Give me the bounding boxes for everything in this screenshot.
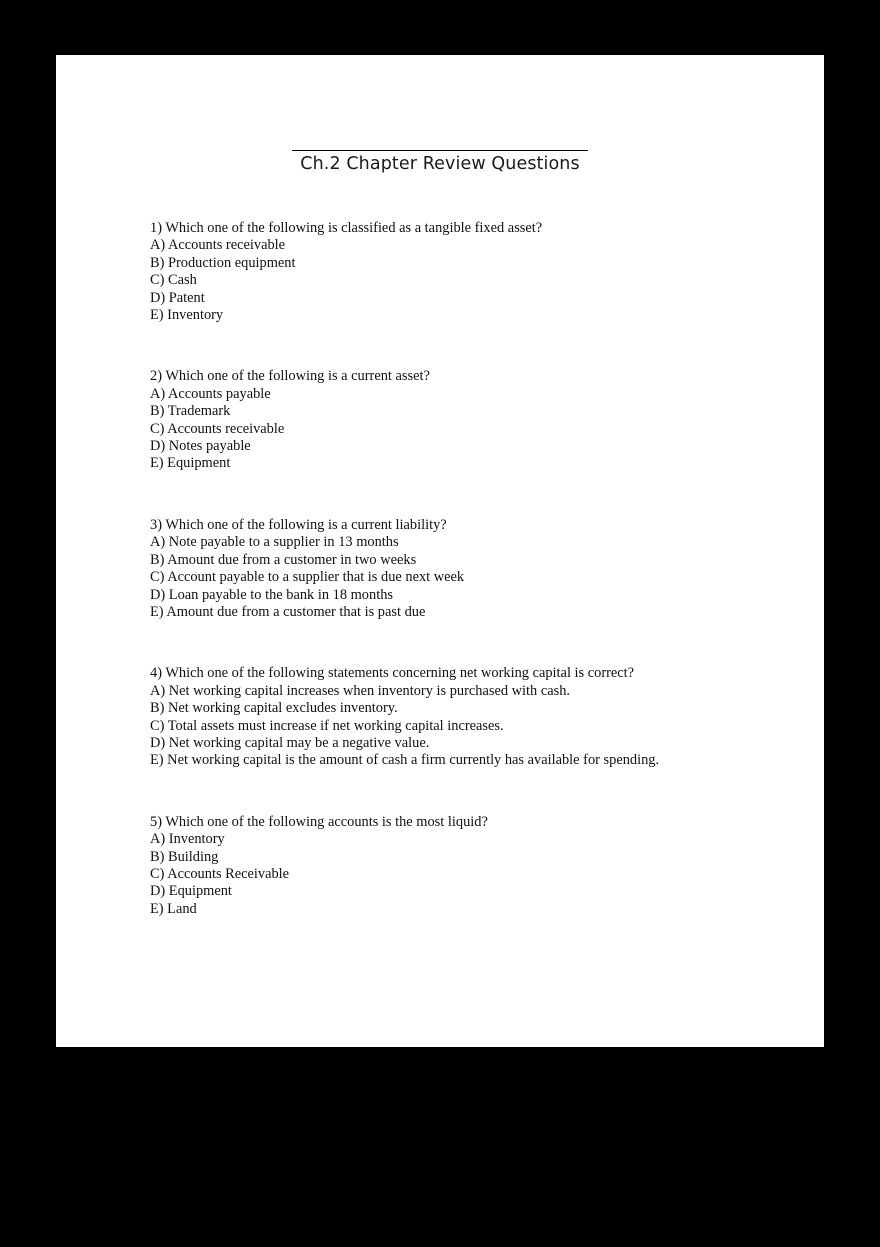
question-choice: C) Account payable to a supplier that is due next week <box>150 569 465 586</box>
question-choice: E) Equipment <box>150 455 231 472</box>
page-title: Ch.2 Chapter Review Questions <box>300 154 580 174</box>
question-choice: E) Amount due from a customer that is past due <box>150 603 426 620</box>
document-page <box>56 55 824 1047</box>
question-choice: B) Net working capital excludes inventory. <box>150 700 398 717</box>
question-choice: C) Cash <box>150 272 197 289</box>
question-choice: E) Land <box>150 900 197 917</box>
question-item <box>150 368 784 472</box>
question-choice: A) Accounts payable <box>150 385 271 402</box>
question-stem: 2) Which one of the following is a current asset? <box>150 368 430 385</box>
question-stem: 3) Which one of the following is a current liability? <box>150 516 447 533</box>
question-choice: D) Net working capital may be a negative value. <box>150 734 430 751</box>
question-choice: C) Total assets must increase if net working capital increases. <box>150 717 504 734</box>
question-stem: 4) Which one of the following statements concerning net working capital is correct? <box>150 665 635 682</box>
question-choice: E) Net working capital is the amount of cash a firm currently has available for spending. <box>150 752 660 769</box>
question-list <box>56 220 824 918</box>
question-choice: C) Accounts Receivable <box>150 865 290 882</box>
question-choice: E) Inventory <box>150 307 224 324</box>
title-divider <box>292 150 588 151</box>
question-choice: D) Patent <box>150 289 205 306</box>
question-stem: 1) Which one of the following is classified as a tangible fixed asset? <box>150 220 543 236</box>
question-item <box>150 814 784 918</box>
question-choice: D) Notes payable <box>150 438 251 455</box>
question-stem: 5) Which one of the following accounts is the most liquid? <box>150 813 488 830</box>
question-choice: B) Trademark <box>150 403 231 420</box>
question-choice: D) Equipment <box>150 883 232 900</box>
question-choice: A) Note payable to a supplier in 13 months <box>150 534 399 551</box>
document-header <box>56 150 824 175</box>
question-choice: D) Loan payable to the bank in 18 months <box>150 586 393 603</box>
question-choice: A) Net working capital increases when inventory is purchased with cash. <box>150 682 570 699</box>
question-item <box>150 517 784 621</box>
question-choice: B) Production equipment <box>150 254 296 271</box>
question-choice: B) Building <box>150 848 219 865</box>
question-choice: A) Accounts receivable <box>150 237 286 254</box>
question-item <box>150 665 784 769</box>
question-choice: B) Amount due from a customer in two weeks <box>150 551 417 568</box>
question-choice: C) Accounts receivable <box>150 420 285 437</box>
question-item <box>150 220 784 324</box>
question-choice: A) Inventory <box>150 831 225 848</box>
